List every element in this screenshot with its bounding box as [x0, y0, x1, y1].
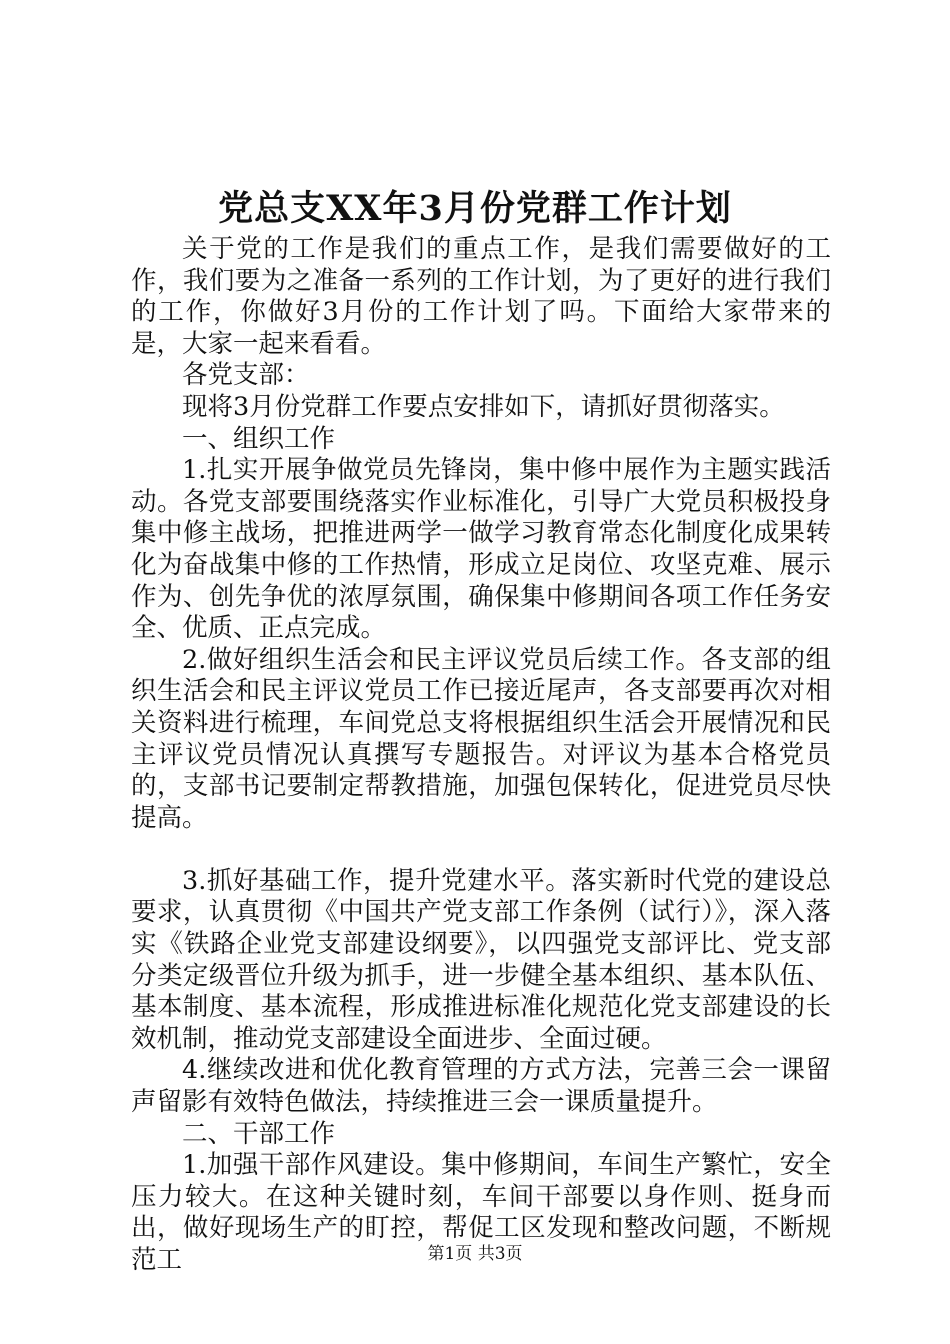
section-heading-cadre: 二、干部工作 [182, 1118, 336, 1149]
organization-item-2: 2.做好组织生活会和民主评议党员后续工作。各支部的组织生活会和民主评议党员工作已接近尾声，各支部要再次对相关资料进行梳理，车间党总支将根据组织生活会开展情况和民主评议党员情况认真撰写专题报告。对评议为基本合格党员的，支部书记要制定帮教措施，加强包保转化，促进党员尽快提高。 [131, 644, 831, 833]
document-body [131, 234, 831, 1277]
page-indicator: 第1页 共3页 [427, 1244, 523, 1264]
cadre-item-1: 1.加强干部作风建设。集中修期间，车间生产繁忙，安全压力较大。在这种关键时刻，车间干部要以身作则、挺身而出，做好现场生产的盯控，帮促工区发现和整改问题，不断规范工 [131, 1150, 831, 1275]
document-title: 党总支XX年3月份党群工作计划 [218, 188, 732, 229]
blank-line [131, 834, 831, 866]
section-heading-organization: 一、组织工作 [182, 423, 336, 454]
notice-paragraph: 现将3月份党群工作要点安排如下，请抓好贯彻落实。 [182, 391, 785, 422]
intro-paragraph: 关于党的工作是我们的重点工作，是我们需要做好的工作，我们要为之准备一系列的工作计划，为了更好的进行我们的工作，你做好3月份的工作计划了吗。下面给大家带来的是，大家一起来看看。 [131, 234, 831, 359]
salutation: 各党支部： [182, 360, 310, 391]
organization-item-1: 1.扎实开展争做党员先锋岗，集中修中展作为主题实践活动。各党支部要围绕落实作业标准化，引导广大党员积极投身集中修主战场，把推进两学一做学习教育常态化制度化成果转化为奋战集中修的工作热情，形成立足岗位、攻坚克难、展示作为、创先争优的浓厚氛围，确保集中修期间各项工作任务安全、优质、正点完成。 [131, 455, 831, 644]
organization-item-4: 4.继续改进和优化教育管理的方式方法，完善三会一课留声留影有效特色做法，持续推进三会一课质量提升。 [131, 1055, 831, 1118]
organization-item-3: 3.抓好基础工作，提升党建水平。落实新时代党的建设总要求，认真贯彻《中国共产党支部工作条例（试行）》，深入落实《铁路企业党支部建设纲要》，以四强党支部评比、党支部分类定级晋位升级为抓手，进一步健全基本组织、基本队伍、基本制度、基本流程，形成推进标准化规范化党支部建设的长效机制，推动党支部建设全面进步、全面过硬。 [131, 865, 831, 1054]
